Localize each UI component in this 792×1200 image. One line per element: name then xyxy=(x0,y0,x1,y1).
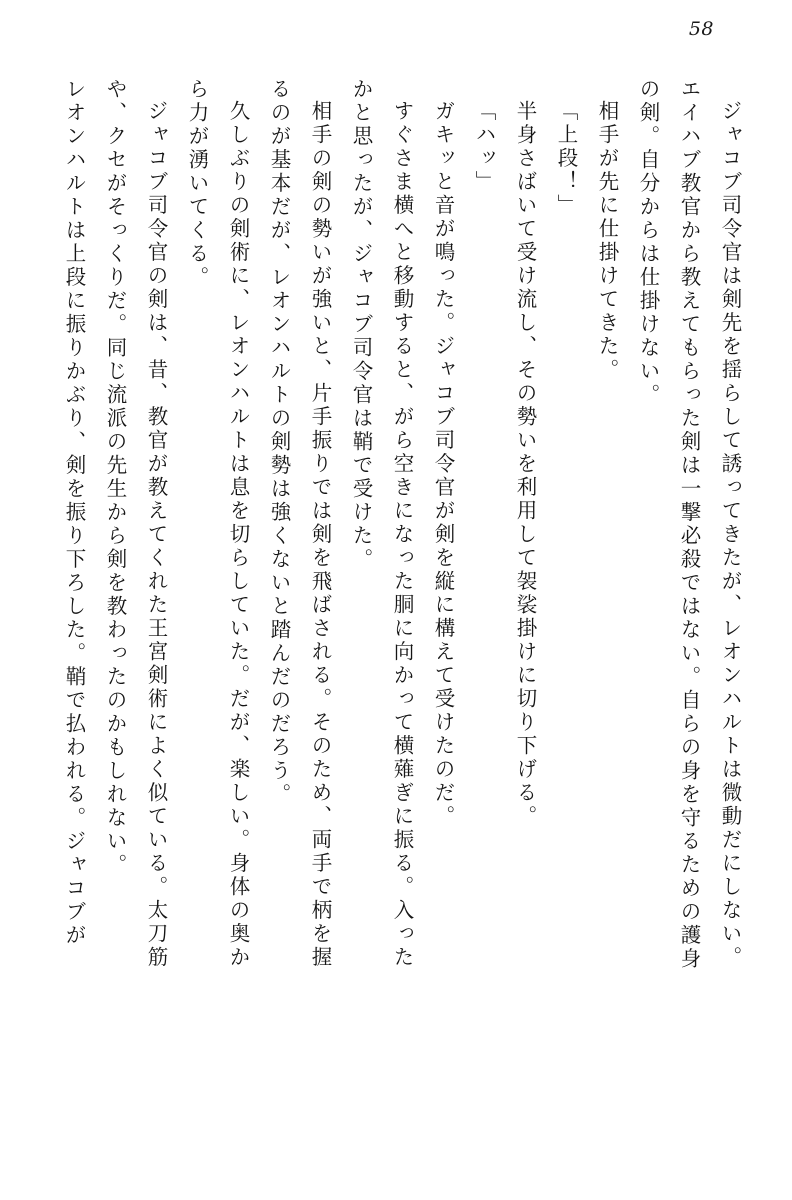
text-line: ジャコブ司令官は剣先を揺らして誘ってきたが、レオンハルトは微動だにしない。 xyxy=(718,100,742,970)
text-line: 「上段！」 xyxy=(554,100,578,218)
text-line: 久しぶりの剣術に、レオンハルトは息を切らしていた。だが、楽しい。身体の奥か xyxy=(226,100,250,970)
text-line: エイハブ教官から教えてもらった剣は一撃必殺ではない。自らの身を守るための護身 xyxy=(677,78,701,971)
text-line: 「ハッ」 xyxy=(472,100,496,194)
text-line: 相手が先に仕掛けてきた。 xyxy=(595,100,619,382)
text-line: ガキッと音が鳴った。ジャコブ司令官が剣を縦に構えて受けたのだ。 xyxy=(431,100,455,829)
text-line: ジャコブ司令官の剣は、昔、教官が教えてくれた王宮剣術によく似ている。太刀筋 xyxy=(144,100,168,970)
text-line: かと思ったが、ジャコブ司令官は鞘で受けた。 xyxy=(349,78,373,572)
text-line: 相手の剣の勢いが強いと、片手振りでは剣を飛ばされる。そのため、両手で柄を握 xyxy=(308,100,332,970)
text-line: すぐさま横へと移動すると、がら空きになった胴に向かって横薙ぎに振る。入った xyxy=(390,100,414,970)
vertical-text-body xyxy=(48,78,740,1148)
text-line: ら力が湧いてくる。 xyxy=(185,78,209,290)
text-line: や、クセがそっくりだ。同じ流派の先生から剣を教わったのかもしれない。 xyxy=(103,78,127,877)
page-number: 58 xyxy=(688,18,714,40)
text-line: るのが基本だが、レオンハルトの剣勢は強くないと踏んだのだろう。 xyxy=(267,78,291,807)
text-line: レオンハルトは上段に振りかぶり、剣を振り下ろした。鞘で払われる。ジャコブが xyxy=(62,78,86,948)
text-line: 半身さばいて受け流し、その勢いを利用して袈裟掛けに切り下げる。 xyxy=(513,100,537,829)
text-line: の剣。自分からは仕掛けない。 xyxy=(636,78,660,407)
